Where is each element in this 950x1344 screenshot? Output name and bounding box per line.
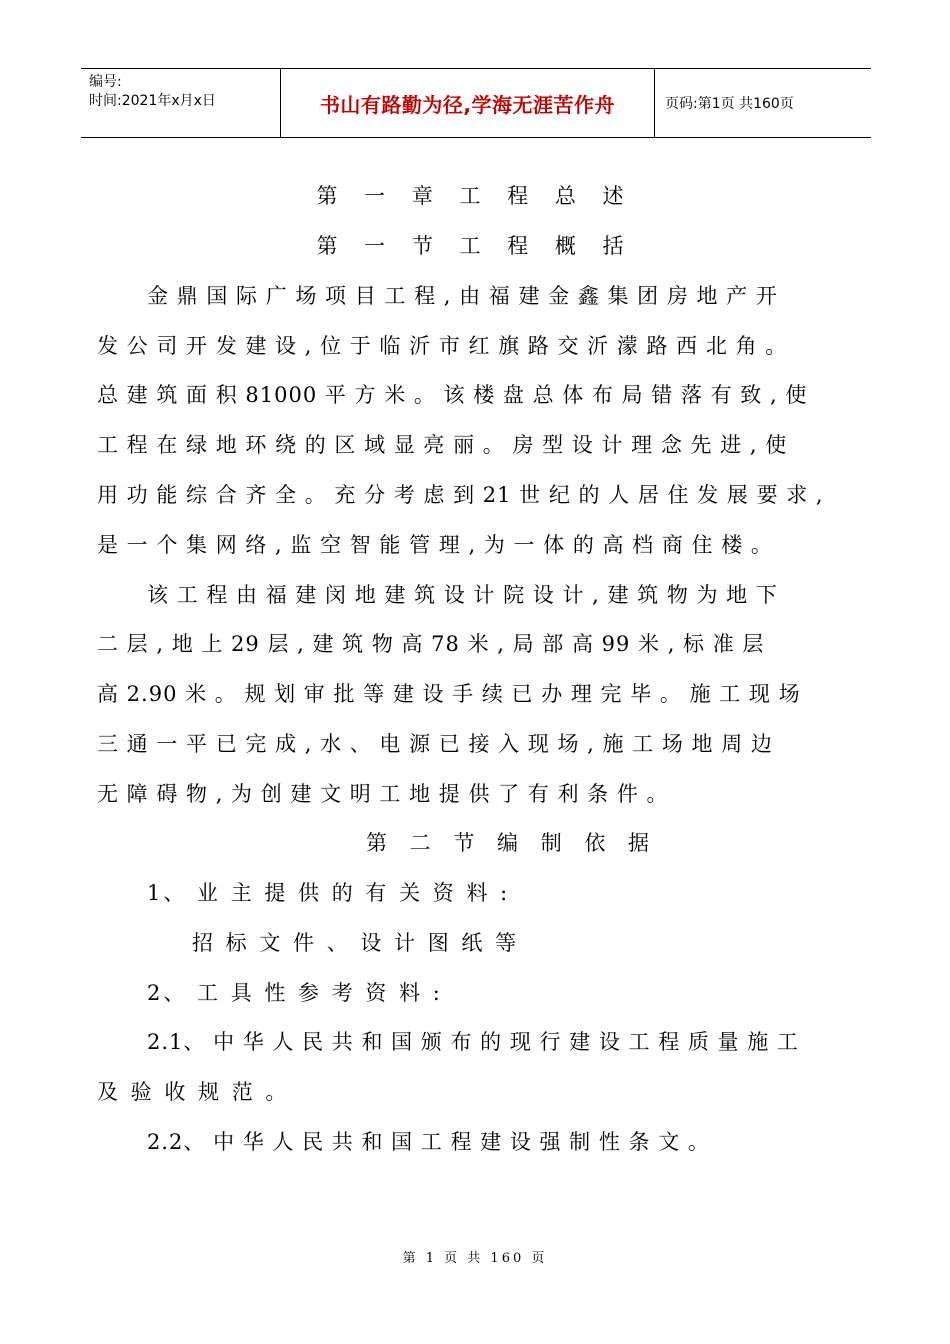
paragraph-line: 该 工 程 由 福 建 闵 地 建 筑 设 计 院 设 计 , 建 筑 物 为 地 下 [147,583,778,607]
paragraph-line: 金 鼎 国 际 广 场 项 目 工 程 , 由 福 建 金 鑫 集 团 房 地 产 开 [147,284,778,308]
list-item: 2、 工 具 性 参 考 资 料 : [147,981,443,1005]
section2-title: 第 二 节 编 制 依 据 [366,831,658,855]
list-item-continuation: 及 验 收 规 范 。 [97,1080,290,1104]
paragraph-line: 发 公 司 开 发 建 设 , 位 于 临 沂 市 红 旗 路 交 沂 濛 路 西 北 角 。 [97,334,788,358]
paragraph-line: 工 程 在 绿 地 环 绕 的 区 域 显 亮 丽 。 房 型 设 计 理 念 先 进 , 使 [97,433,788,457]
paragraph-line: 是 一 个 集 网 络 , 监 空 智 能 管 理 , 为 一 体 的 高 档 商 住 楼 。 [97,533,773,557]
list-item-detail: 招 标 文 件 、 设 计 图 纸 等 [192,931,520,955]
paragraph-line: 用 功 能 综 合 齐 全 。 充 分 考 虑 到 21 世 纪 的 人 居 住 发 展 要 求 , [97,483,824,507]
paragraph-line: 高 2.90 米 。 规 划 审 批 等 建 设 手 续 已 办 理 完 毕 。 施 工 现 场 [97,682,801,706]
list-item: 2.2、 中 华 人 民 共 和 国 工 程 建 设 强 制 性 条 文 。 [147,1130,710,1154]
time-label: 时间:2021年x月x日 [89,93,216,109]
section1-title: 第 一 节 工 程 概 括 [316,234,634,258]
chapter-title: 第 一 章 工 程 总 述 [316,184,634,208]
page-header [81,68,871,138]
motto-text: 书山有路勤为径,学海无涯苦作舟 [319,92,616,117]
number-label: 编号: [89,74,122,90]
header-page-info: 页码:第1页 共160页 [665,96,794,112]
header-motto-cell [281,69,655,137]
paragraph-line: 二 层 , 地 上 29 层 , 建 筑 物 高 78 米 , 局 部 高 99 米 , 标 准 层 [97,632,765,656]
paragraph-line: 三 通 一 平 已 完 成 , 水 、 电 源 已 接 入 现 场 , 施 工 场 地 周 边 [97,732,773,756]
list-item: 1、 业 主 提 供 的 有 关 资 料 : [147,881,511,905]
list-item: 2.1、 中 华 人 民 共 和 国 颁 布 的 现 行 建 设 工 程 质 量 施 工 [147,1030,799,1054]
paragraph-line: 总 建 筑 面 积 81000 平 方 米 。 该 楼 盘 总 体 布 局 错 落 有 致 , 使 [97,383,808,407]
header-left-cell [81,69,281,137]
page-footer: 第 1 页 共 160 页 [402,1251,548,1266]
header-page-cell [655,69,871,137]
paragraph-line: 无 障 碍 物 , 为 创 建 文 明 工 地 提 供 了 有 利 条 件 。 [97,782,669,806]
